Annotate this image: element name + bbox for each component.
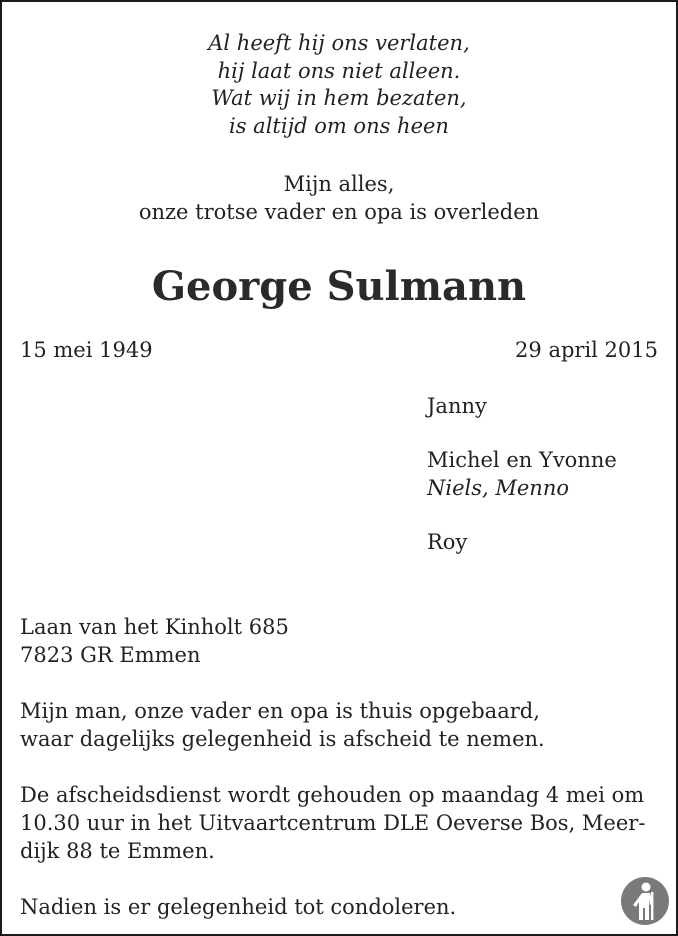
poem-line: Al heeft hij ons verlaten,	[208, 31, 470, 55]
viewing-line: waar dagelijks gelegenheid is afscheid te nemen.	[20, 727, 545, 751]
intro-line: Mijn alles,	[283, 172, 395, 196]
family-spouse: Janny	[427, 394, 487, 418]
service-line: dijk 88 te Emmen.	[20, 839, 215, 863]
poem-line: is altijd om ons heen	[229, 113, 449, 138]
poem-line: hij laat ons niet alleen.	[217, 58, 461, 83]
death-date: 29 april 2015	[515, 338, 658, 362]
address-street: Laan van het Kinholt 685	[20, 615, 289, 639]
condolence-notice	[20, 893, 650, 921]
home-address	[20, 613, 650, 669]
intro-line: onze trotse vader en opa is overleden	[138, 200, 540, 224]
family-child: Roy	[427, 530, 468, 554]
memorial-poem	[2, 30, 676, 140]
memorial-figure-icon	[620, 876, 670, 926]
viewing-line: Mijn man, onze vader en opa is thuis opgebaard,	[20, 699, 540, 723]
deceased-name: George Sulmann	[151, 263, 527, 310]
service-line: De afscheidsdienst wordt gehouden op maandag 4 mei om	[20, 783, 645, 807]
condolence-line: Nadien is er gelegenheid tot condoleren.	[20, 895, 457, 919]
family-grandchildren: Niels, Menno	[427, 476, 569, 500]
announcement-intro	[2, 170, 676, 226]
viewing-notice	[20, 697, 650, 753]
service-line: 10.30 uur in het Uitvaartcentrum DLE Oeverse Bos, Meer-	[20, 811, 646, 835]
family-child: Michel en Yvonne	[427, 448, 617, 472]
address-postal-city: 7823 GR Emmen	[20, 643, 201, 667]
family-names	[427, 392, 617, 556]
birth-date: 15 mei 1949	[20, 338, 153, 362]
poem-line: Wat wij in hem bezaten,	[211, 86, 467, 110]
service-notice	[20, 781, 650, 865]
